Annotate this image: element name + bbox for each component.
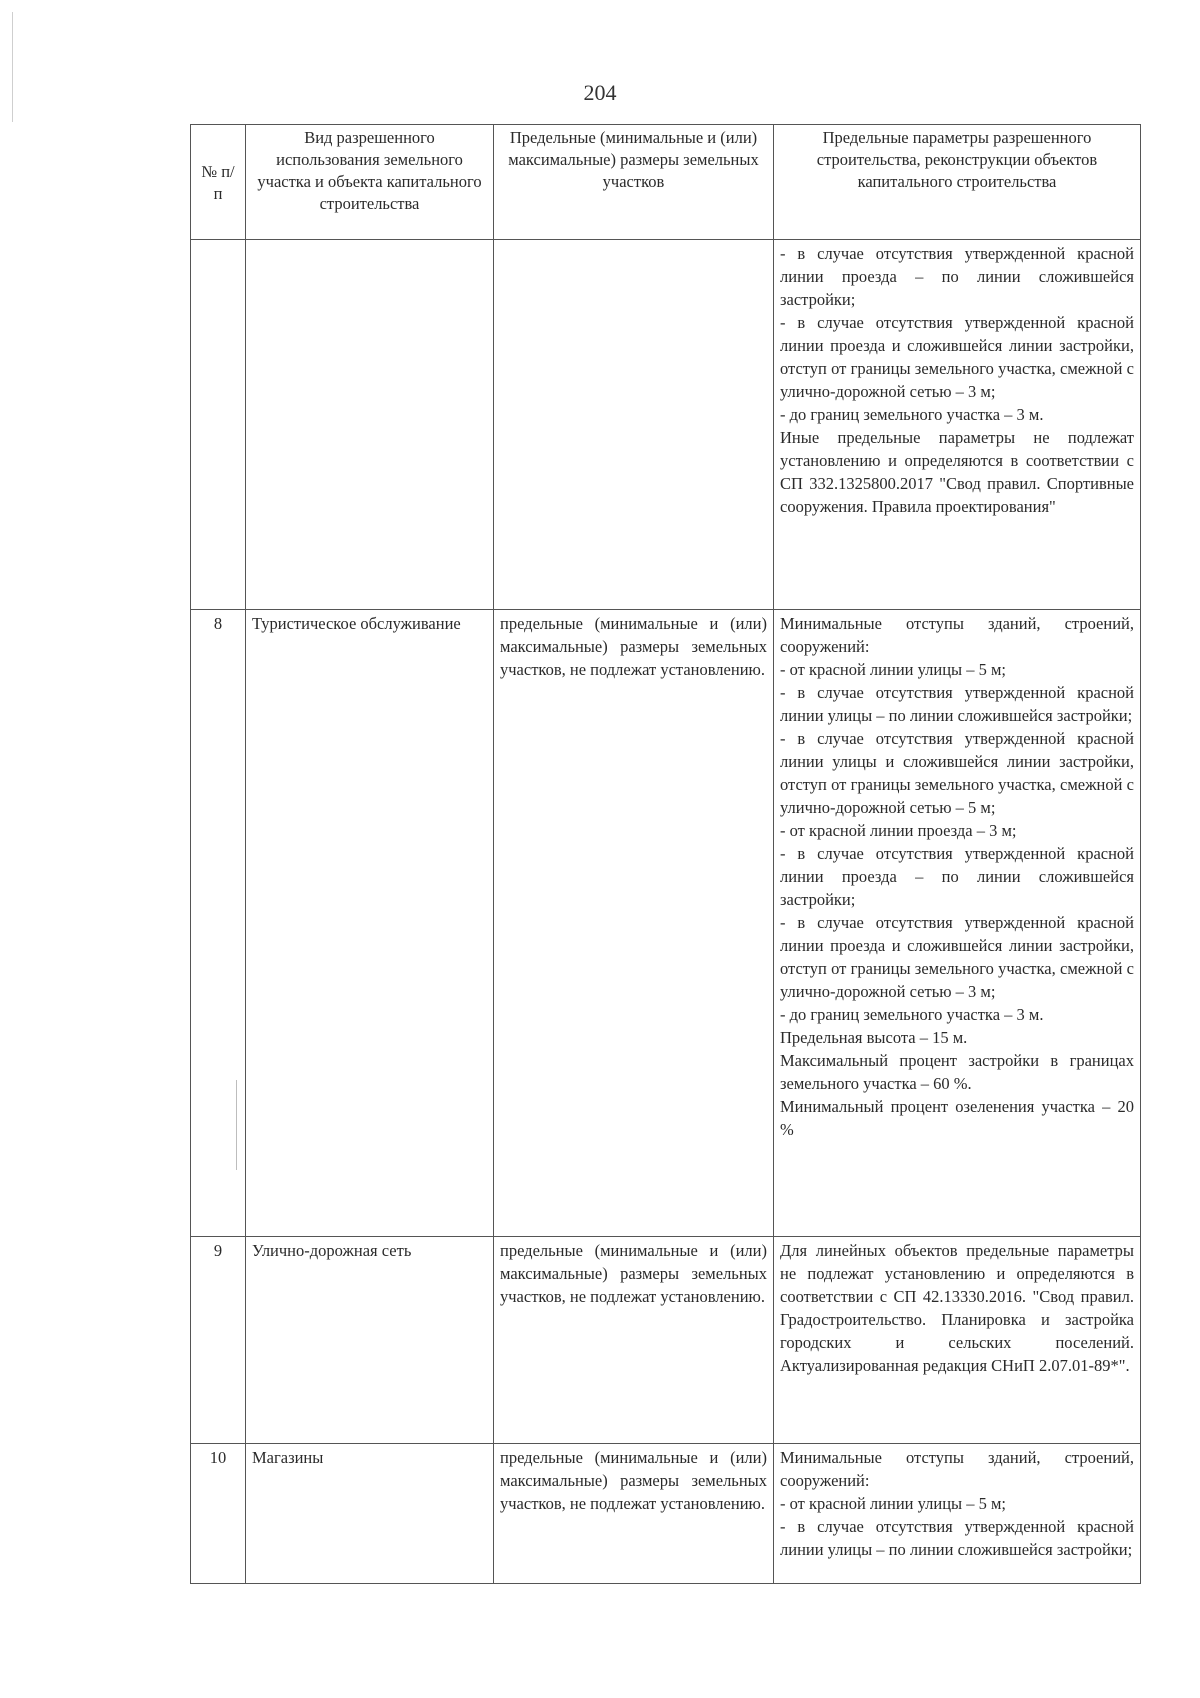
table-row [191, 610, 1141, 1237]
param-line: Минимальные отступы зданий, строений, сооружений: [780, 614, 1134, 656]
use-type-cell: Улично-дорожная сеть [246, 1237, 494, 1444]
page-number: 204 [583, 80, 617, 105]
header-use-type: Вид разрешенного использования земельного участка и объекта капитального строительства [246, 125, 494, 240]
param-line: Иные предельные параметры не подлежат установлению и определяются в соответствии с СП 332.1325800.2017 "Свод правил. Спортивные сооружения. Правила проектирования" [780, 428, 1134, 516]
table-row [191, 1237, 1141, 1444]
param-line: - в случае отсутствия утвержденной красной линии проезда – по линии сложившейся застройки; [780, 244, 1134, 309]
row-number-cell: 9 [191, 1237, 246, 1444]
use-type-cell: Туристическое обслуживание [246, 610, 494, 1237]
scan-artifact-line [236, 1080, 237, 1170]
table-header-row [191, 125, 1141, 240]
plot-sizes-cell: предельные (минимальные и (или) максимальные) размеры земельных участков, не подлежат установлению. [494, 1237, 774, 1444]
build-params-cell [774, 1444, 1141, 1584]
plot-sizes-cell [494, 240, 774, 610]
param-line: - в случае отсутствия утвержденной красной линии улицы – по линии сложившейся застройки; [780, 1517, 1134, 1559]
row-number-cell [191, 240, 246, 610]
param-line: - от красной линии улицы – 5 м; [780, 660, 1007, 679]
param-line: - в случае отсутствия утвержденной красной линии проезда – по линии сложившейся застройки; [780, 844, 1134, 909]
header-num: № п/п [191, 125, 246, 240]
table-row [191, 240, 1141, 610]
param-line: Минимальные отступы зданий, строений, сооружений: [780, 1448, 1134, 1490]
build-params-cell [774, 610, 1141, 1237]
param-line: - в случае отсутствия утвержденной красной линии улицы и сложившейся линии застройки, отступ от границы земельного участка, смежной с улично-дорожной сетью – 5 м; [780, 729, 1134, 817]
param-line: - в случае отсутствия утвержденной красной линии улицы – по линии сложившейся застройки; [780, 683, 1134, 725]
param-line: Для линейных объектов предельные параметры не подлежат установлению и определяются в соответствии с СП 42.13330.2016. "Свод правил. Градостроительство. Планировка и застройка городских и сельских поселений. Актуализированная редакция СНиП 2.07.01-89*". [780, 1241, 1134, 1375]
param-line: - от красной линии улицы – 5 м; [780, 1494, 1007, 1513]
param-line: - до границ земельного участка – 3 м. [780, 1005, 1044, 1024]
header-build-params: Предельные параметры разрешенного строительства, реконструкции объектов капитального строительства [774, 125, 1141, 240]
table-row [191, 1444, 1141, 1584]
plot-sizes-cell: предельные (минимальные и (или) максимальные) размеры земельных участков, не подлежат установлению. [494, 1444, 774, 1584]
build-params-cell [774, 1237, 1141, 1444]
build-params-cell [774, 240, 1141, 610]
param-line: Максимальный процент застройки в границах земельного участка – 60 %. [780, 1051, 1134, 1093]
use-type-cell [246, 240, 494, 610]
param-line: Предельная высота – 15 м. [780, 1028, 968, 1047]
param-line: - в случае отсутствия утвержденной красной линии проезда и сложившейся линии застройки, отступ от границы земельного участка, смежной с улично-дорожной сетью – 3 м; [780, 913, 1134, 1001]
plot-sizes-cell: предельные (минимальные и (или) максимальные) размеры земельных участков, не подлежат установлению. [494, 610, 774, 1237]
param-line: Минимальный процент озеленения участка – 20 % [780, 1097, 1134, 1139]
param-line: - до границ земельного участка – 3 м. [780, 405, 1044, 424]
row-number-cell: 10 [191, 1444, 246, 1584]
use-type-cell: Магазины [246, 1444, 494, 1584]
param-line: - от красной линии проезда – 3 м; [780, 821, 1017, 840]
param-line: - в случае отсутствия утвержденной красной линии проезда и сложившейся линии застройки, отступ от границы земельного участка, смежной с улично-дорожной сетью – 3 м; [780, 313, 1134, 401]
header-plot-sizes: Предельные (минимальные и (или) максимальные) размеры земельных участков [494, 125, 774, 240]
land-use-regulations-table [190, 124, 1141, 1584]
row-number-cell: 8 [191, 610, 246, 1237]
